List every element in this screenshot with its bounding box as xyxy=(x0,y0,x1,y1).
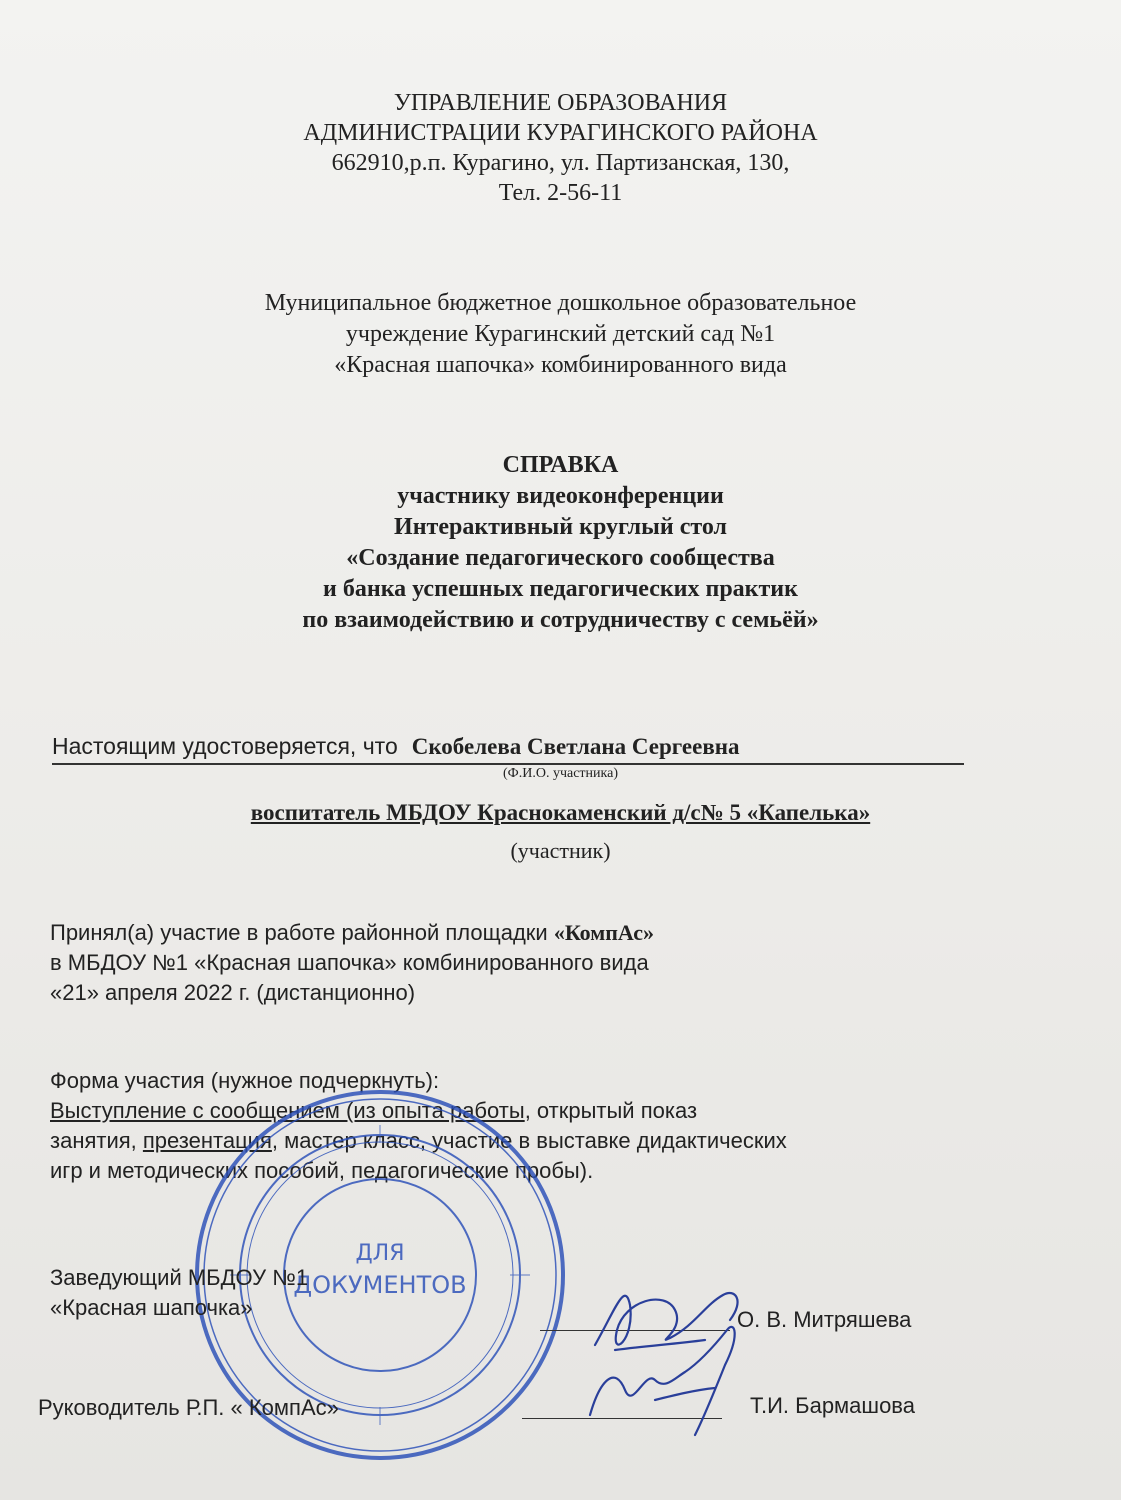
stamp-text: ДЛЯ xyxy=(355,1241,405,1266)
institution-line: учреждение Курагинский детский сад №1 xyxy=(345,321,776,347)
form-option-text: , открытый показ xyxy=(524,1098,698,1123)
platform-name: «КомпАс» xyxy=(553,920,655,945)
participation-date: «21» апреля 2022 г. (дистанционно) xyxy=(50,980,416,1005)
org-line: УПРАВЛЕНИЕ ОБРАЗОВАНИЯ xyxy=(393,90,728,116)
title-line: участнику видеоконференции xyxy=(397,483,724,509)
org-address: 662910,р.п. Курагино, ул. Партизанская, 130, xyxy=(331,150,790,176)
head-signature-block xyxy=(50,1263,308,1323)
stamp-text: ДОКУМЕНТОВ xyxy=(293,1271,467,1299)
form-heading: Форма участия (нужное подчеркнуть): xyxy=(50,1068,440,1093)
participation-line xyxy=(50,918,654,948)
title-line: и банка успешных педагогических практик xyxy=(323,576,798,602)
underlined-option: Выступление с сообщением (из опыта работы xyxy=(50,1098,525,1123)
participant-name: Скобелева Светлана Сергеевна xyxy=(411,734,740,759)
head-title: Заведующий МБДОУ №1 xyxy=(50,1265,309,1290)
org-phone: Тел. 2-56-11 xyxy=(498,180,623,206)
leader-title: Руководитель Р.П. « КомпАс» xyxy=(38,1395,339,1420)
title-line: «Создание педагогического сообщества xyxy=(346,545,775,571)
certify-text: Настоящим удостоверяется, что xyxy=(52,733,398,759)
underlined-option: презентация xyxy=(142,1128,272,1153)
participation-info xyxy=(50,918,654,1008)
head-title: «Красная шапочка» xyxy=(50,1295,253,1320)
institution-header xyxy=(0,288,1121,381)
fio-note: (Ф.И.О. участника) xyxy=(503,766,618,781)
title-line: СПРАВКА xyxy=(502,452,619,478)
title-line: по взаимодействию и сотрудничеству с семьёй» xyxy=(302,607,819,633)
head-name: О. В. Митряшева xyxy=(737,1307,912,1332)
participant-position xyxy=(0,800,1121,826)
participation-text: Принял(а) участие в работе районной площадки xyxy=(50,920,548,945)
org-line: АДМИНИСТРАЦИИ КУРАГИНСКОГО РАЙОНА xyxy=(303,120,818,146)
org-header xyxy=(0,88,1121,208)
form-option-text: занятия, xyxy=(50,1128,143,1153)
participant-note: (участник) xyxy=(510,838,611,863)
form-options-line: игр и методических пособий, педагогические пробы). xyxy=(50,1158,594,1183)
participation-line: в МБДОУ №1 «Красная шапочка» комбинированного вида xyxy=(50,950,649,975)
form-option-text: , мастер класс, участие в выставке дидактических xyxy=(271,1128,787,1153)
institution-line: «Красная шапочка» комбинированного вида xyxy=(334,352,787,378)
leader-name: Т.И. Бармашова xyxy=(750,1393,915,1418)
institution-line: Муниципальное бюджетное дошкольное образовательное xyxy=(264,290,857,316)
certify-line xyxy=(52,733,964,765)
certificate-title xyxy=(0,450,1121,636)
title-line: Интерактивный круглый стол xyxy=(394,514,727,540)
handwritten-signature xyxy=(555,1250,775,1450)
position-text: воспитатель МБДОУ Краснокаменский д/с№ 5 «Капелька» xyxy=(250,800,871,825)
